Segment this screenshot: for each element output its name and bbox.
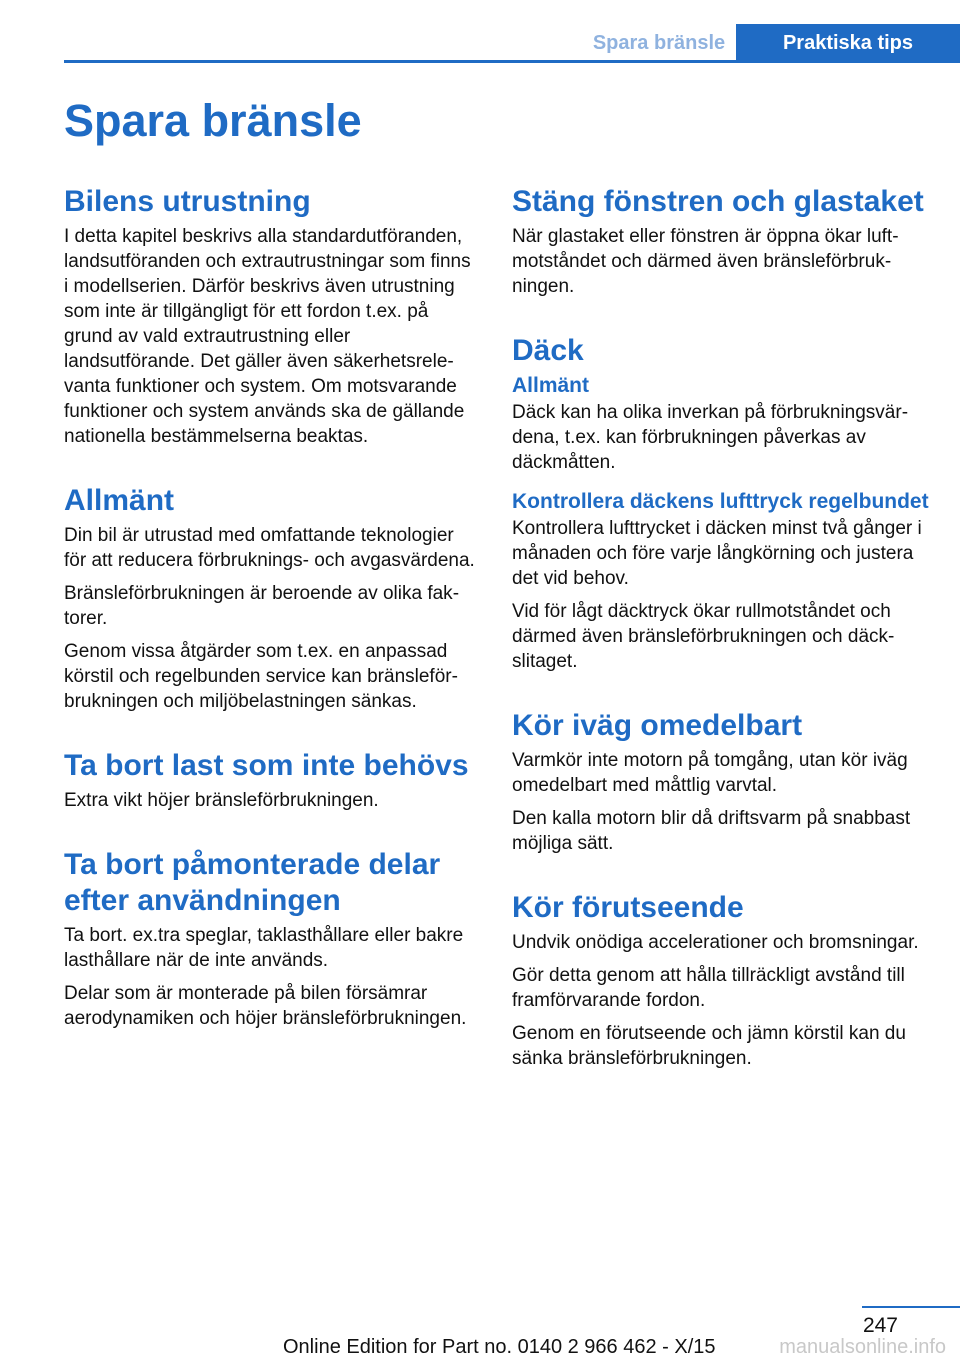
paragraph: Den kalla motorn blir då driftsvarm på snabbast möjliga sätt. <box>512 808 911 854</box>
edition-text: Online Edition for Part no. 0140 2 966 462 - X/15 <box>283 1336 716 1358</box>
right-column <box>512 184 932 1079</box>
paragraph: I detta kapitel beskrivs alla standardutföranden, landsutföranden och extrautrustningar som finns i modellserien. Därför beskrivs även utrustning som inte är tillgängligt för ett fordon t.ex. på grund av vald extrautrustning eller landsutförande. Det gäller även säkerhetsrelevanta funktioner och system. Om motsvarande funktioner och system används ska de gällande nationella bestämmelserna beaktas. <box>64 226 471 447</box>
subheading-kontrollera-lufttryck: Kontrollera däckens lufttryck regelbundet <box>512 490 929 513</box>
paragraph: Varmkör inte motorn på tomgång, utan kör iväg omedelbart med måttlig varvtal. <box>512 750 908 796</box>
header-tab-section: Spara bränsle <box>592 32 726 54</box>
paragraph: Din bil är utrustad med omfattande teknologier för att reducera förbruknings- och avgasvärdena. <box>64 525 475 571</box>
heading-ta-bort-delar: Ta bort påmonterade delar efter användningen <box>64 848 441 917</box>
paragraph: Extra vikt höjer bränsleförbrukningen. <box>64 790 379 811</box>
header-rule <box>64 60 960 63</box>
paragraph: Ta bort. ex.tra speglar, taklasthållare eller bakre lasthållare när de inte används. <box>64 925 464 971</box>
heading-kor-forutseende: Kör förutseende <box>512 891 744 924</box>
paragraph: Gör detta genom att hålla tillräckligt avstånd till framförvarande fordon. <box>512 965 905 1011</box>
heading-dack: Däck <box>512 334 584 367</box>
page-title: Spara bränsle <box>64 95 362 146</box>
paragraph: När glastaket eller fönstren är öppna ökar luftmotståndet och därmed även bränsleförbrukningen. <box>512 226 899 297</box>
paragraph: Vid för lågt däcktryck ökar rullmotståndet och därmed även bränsleförbrukningen och däckslitaget. <box>512 601 895 672</box>
paragraph: Genom vissa åtgärder som t.ex. en anpassad körstil och regelbunden service kan bränsleförbrukningen och miljöbelastningen sänkas. <box>64 641 458 712</box>
heading-ta-bort-last: Ta bort last som inte behövs <box>64 749 469 782</box>
watermark: manualsonline.info <box>779 1336 946 1358</box>
header-tab-chapter: Praktiska tips <box>736 24 960 62</box>
subheading-allmant: Allmänt <box>512 374 590 397</box>
heading-stang-fonstren: Stäng fönstren och glastaket <box>512 185 924 218</box>
heading-bilens-utrustning: Bilens utrustning <box>64 185 311 218</box>
footer-rule <box>862 1306 960 1308</box>
paragraph: Däck kan ha olika inverkan på förbrukningsvärdena, t.ex. kan förbrukningen påverkas av däckmåtten. <box>512 402 909 473</box>
left-column <box>64 184 480 1039</box>
paragraph: Kontrollera lufttrycket i däcken minst två gånger i månaden och före varje långkörning och justera det vid behov. <box>512 518 922 589</box>
heading-kor-ivag: Kör iväg omedelbart <box>512 709 803 742</box>
paragraph: Undvik onödiga accelerationer och bromsningar. <box>512 932 919 953</box>
paragraph: Genom en förutseende och jämn körstil kan du sänka bränsleförbrukningen. <box>512 1023 906 1069</box>
page-number: 247 <box>862 1314 898 1337</box>
paragraph: Bränsleförbrukningen är beroende av olika faktorer. <box>64 583 460 629</box>
paragraph: Delar som är monterade på bilen försämrar aerodynamiken och höjer bränsleförbrukningen. <box>64 983 467 1029</box>
heading-allmant: Allmänt <box>64 484 175 517</box>
